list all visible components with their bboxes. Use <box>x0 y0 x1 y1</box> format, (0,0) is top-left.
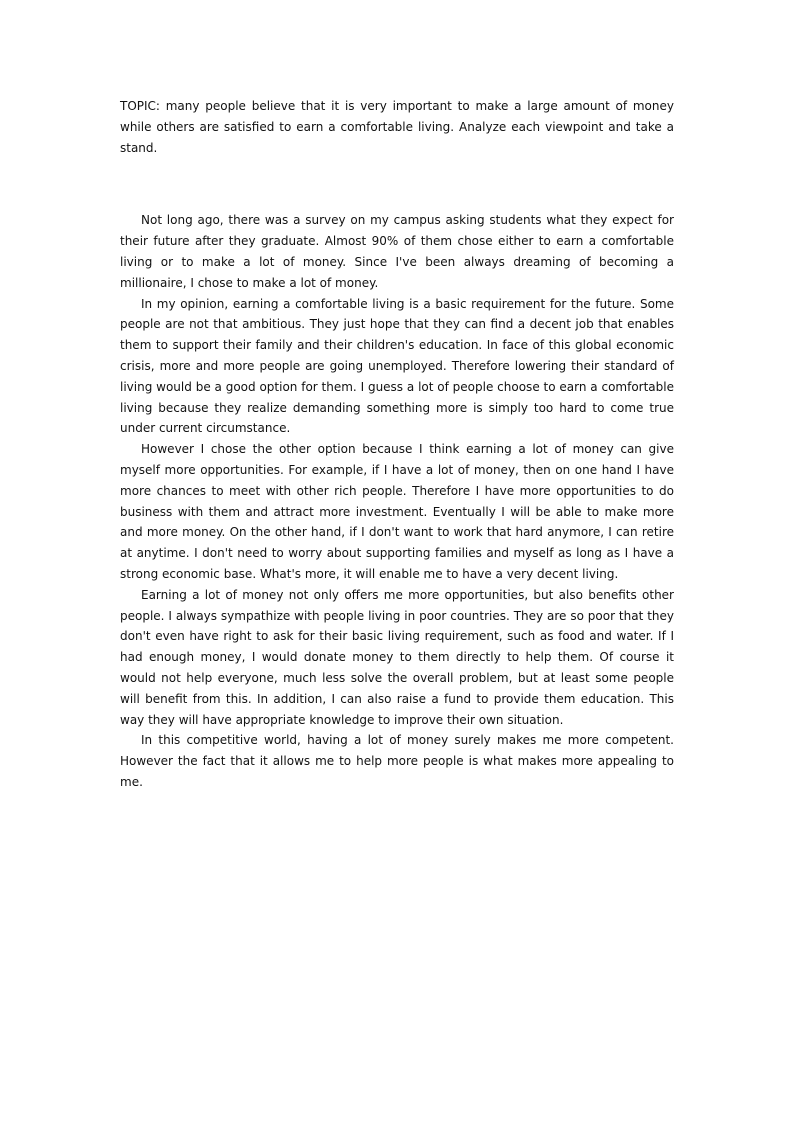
essay-paragraph-2: In my opinion, earning a comfortable living is a basic requirement for the future. Some people are not that ambitious. They just hope that they can find a decent job that enables them to support their family and their children's education. In face of this global economic crisis, more and more people are going unemployed. Therefore lowering their standard of living would be a good option for them. I guess a lot of people choose to earn a comfortable living because they realize demanding something more is simply too hard to come true under current circumstance. <box>120 296 674 436</box>
essay-paragraph-4: Earning a lot of money not only offers me more opportunities, but also benefits other people. I always sympathize with people living in poor countries. They are so poor that they don't even have right to ask for their basic living requirement, such as food and water. If I had enough money, I would donate money to them directly to help them. Of course it would not help everyone, much less solve the overall problem, but at least some people will benefit from this. In addition, I can also raise a fund to provide them education. This way they will have appropriate knowledge to improve their own situation. <box>120 587 674 727</box>
essay-paragraph-3: However I chose the other option because I think earning a lot of money can give myself more opportunities. For example, if I have a lot of money, then on one hand I have more chances to meet with other rich people. Therefore I have more opportunities to do business with them and attract more investment. Eventually I will be able to make more and more money. On the other hand, if I don't want to work that hard anymore, I can retire at anytime. I don't need to worry about supporting families and myself as long as I have a strong economic base. What's more, it will enable me to have a very decent living. <box>120 442 674 581</box>
essay-paragraph-5: In this competitive world, having a lot of money surely makes me more competent. However the fact that it allows me to help more people is what makes more appealing to me. <box>120 733 674 789</box>
document-page <box>120 96 674 793</box>
essay-body <box>120 210 674 792</box>
essay-topic: TOPIC: many people believe that it is very important to make a large amount of money while others are satisfied to earn a comfortable living. Analyze each viewpoint and take a stand. <box>120 99 674 155</box>
essay-paragraph-1: Not long ago, there was a survey on my campus asking students what they expect for their future after they graduate. Almost 90% of them chose either to earn a comfortable living or to make a lot of money. Since I've been always dreaming of becoming a millionaire, I chose to make a lot of money. <box>120 213 674 290</box>
